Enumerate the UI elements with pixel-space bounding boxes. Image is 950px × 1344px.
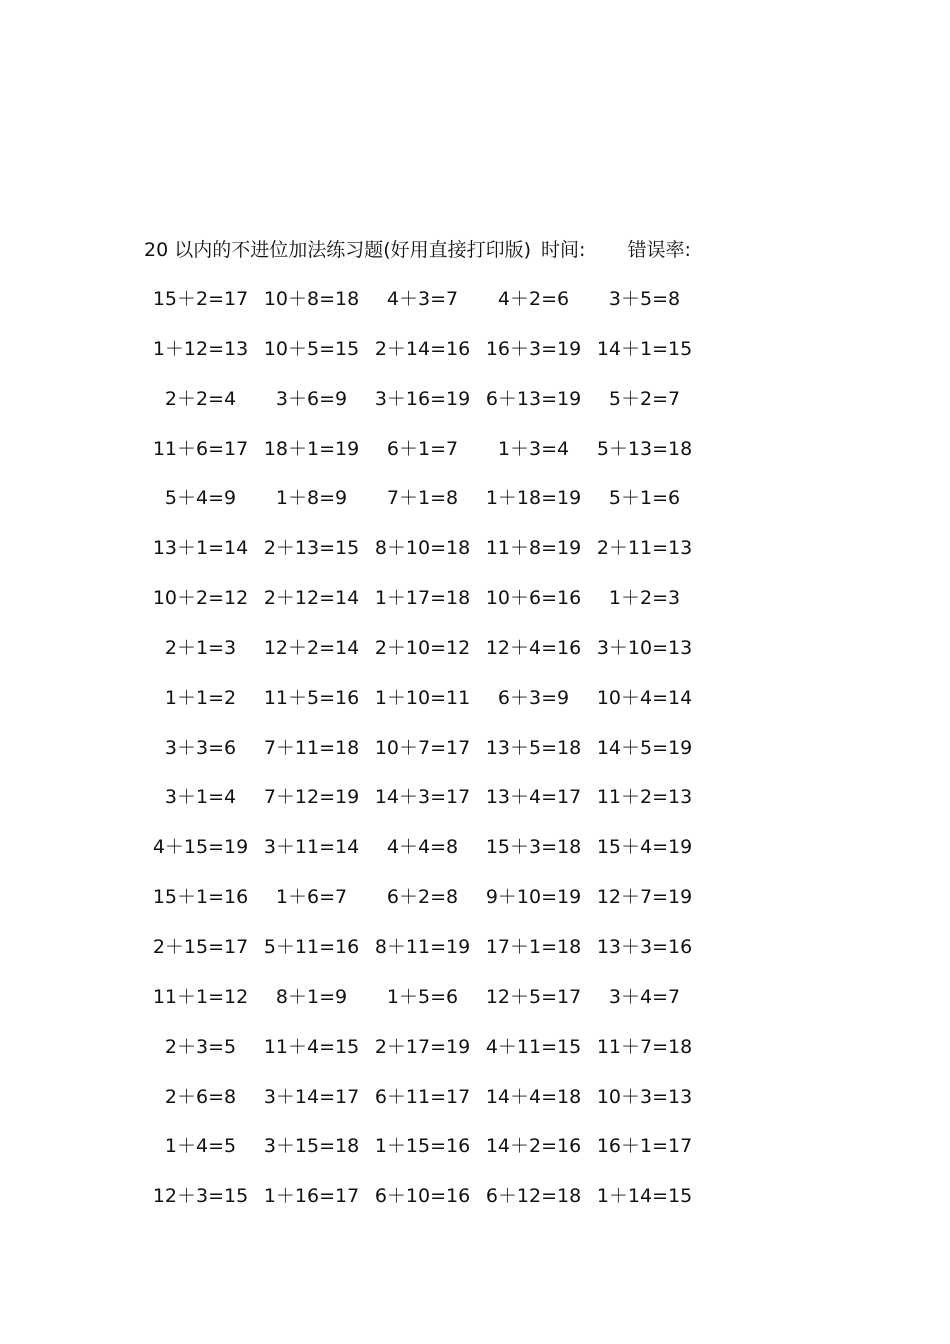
problem-item: 6＋1=7 xyxy=(386,437,459,460)
problem-item: 13＋3=16 xyxy=(596,935,693,958)
problem-item: 14＋2=16 xyxy=(485,1135,582,1158)
problem-item: 8＋10=18 xyxy=(374,537,471,560)
problem-item: 12＋3=15 xyxy=(152,1185,249,1208)
problem-row xyxy=(145,933,725,983)
problem-item: 11＋8=19 xyxy=(485,537,582,560)
worksheet-header xyxy=(144,236,691,264)
problem-item: 11＋7=18 xyxy=(596,1035,693,1058)
problem-item: 17＋1=18 xyxy=(485,935,582,958)
problem-item: 1＋15=16 xyxy=(374,1135,471,1158)
problem-row xyxy=(145,734,725,784)
problem-item: 5＋4=9 xyxy=(164,487,237,510)
problem-item: 1＋18=19 xyxy=(485,487,582,510)
problem-row xyxy=(145,684,725,734)
problem-item: 18＋1=19 xyxy=(263,437,360,460)
problem-item: 13＋5=18 xyxy=(485,736,582,759)
problem-item: 3＋1=4 xyxy=(164,786,237,809)
problem-item: 1＋10=11 xyxy=(374,686,471,709)
problem-item: 11＋6=17 xyxy=(152,437,249,460)
problem-item: 6＋13=19 xyxy=(485,387,582,410)
problem-item: 10＋2=12 xyxy=(152,587,249,610)
problem-item: 15＋1=16 xyxy=(152,886,249,909)
problem-item: 2＋1=3 xyxy=(164,636,237,659)
problem-item: 1＋17=18 xyxy=(374,587,471,610)
problem-item: 15＋2=17 xyxy=(152,288,249,310)
problem-item: 6＋12=18 xyxy=(485,1185,582,1208)
problem-row xyxy=(145,435,725,485)
problem-item: 2＋17=19 xyxy=(374,1035,471,1058)
problem-row xyxy=(145,983,725,1033)
problem-item: 3＋6=9 xyxy=(275,387,348,410)
problem-item: 1＋5=6 xyxy=(386,985,459,1008)
problem-item: 6＋3=9 xyxy=(497,686,570,709)
problem-grid xyxy=(145,285,725,1232)
problem-row xyxy=(145,1033,725,1083)
problem-item: 10＋5=15 xyxy=(263,337,360,360)
problem-row xyxy=(145,1132,725,1182)
problem-item: 12＋5=17 xyxy=(485,985,582,1008)
problem-row xyxy=(145,783,725,833)
problem-row xyxy=(145,335,725,385)
error-rate-label: 错误率: xyxy=(627,239,691,261)
problem-item: 14＋1=15 xyxy=(596,337,693,360)
problem-item: 6＋11=17 xyxy=(374,1085,471,1108)
problem-item: 2＋14=16 xyxy=(374,337,471,360)
problem-item: 4＋4=8 xyxy=(386,836,459,859)
problem-item: 1＋2=3 xyxy=(608,587,681,610)
problem-item: 10＋8=18 xyxy=(263,288,360,310)
problem-item: 11＋4=15 xyxy=(263,1035,360,1058)
problem-item: 3＋14=17 xyxy=(263,1085,360,1108)
problem-row xyxy=(145,534,725,584)
problem-item: 5＋1=6 xyxy=(608,487,681,510)
problem-row xyxy=(145,634,725,684)
problem-row xyxy=(145,833,725,883)
problem-item: 10＋4=14 xyxy=(596,686,693,709)
problem-item: 5＋11=16 xyxy=(263,935,360,958)
problem-item: 3＋10=13 xyxy=(596,636,693,659)
problem-item: 1＋16=17 xyxy=(263,1185,360,1208)
problem-item: 3＋16=19 xyxy=(374,387,471,410)
problem-item: 3＋15=18 xyxy=(263,1135,360,1158)
problem-item: 15＋3=18 xyxy=(485,836,582,859)
problem-item: 1＋12=13 xyxy=(152,337,249,360)
problem-item: 5＋2=7 xyxy=(608,387,681,410)
problem-item: 4＋3=7 xyxy=(386,288,459,310)
problem-item: 11＋1=12 xyxy=(152,985,249,1008)
problem-item: 2＋13=15 xyxy=(263,537,360,560)
problem-item: 14＋4=18 xyxy=(485,1085,582,1108)
problem-item: 3＋4=7 xyxy=(608,985,681,1008)
problem-row xyxy=(145,285,725,335)
problem-item: 7＋12=19 xyxy=(263,786,360,809)
problem-item: 6＋2=8 xyxy=(386,886,459,909)
problem-row xyxy=(145,385,725,435)
problem-item: 2＋11=13 xyxy=(596,537,693,560)
problem-item: 12＋7=19 xyxy=(596,886,693,909)
problem-item: 6＋10=16 xyxy=(374,1185,471,1208)
problem-row xyxy=(145,1182,725,1232)
problem-item: 3＋3=6 xyxy=(164,736,237,759)
problem-row xyxy=(145,484,725,534)
problem-row xyxy=(145,1083,725,1133)
problem-item: 2＋6=8 xyxy=(164,1085,237,1108)
problem-row xyxy=(145,584,725,634)
problem-item: 4＋2=6 xyxy=(497,288,570,310)
problem-item: 2＋2=4 xyxy=(164,387,237,410)
problem-item: 4＋15=19 xyxy=(152,836,249,859)
problem-item: 5＋13=18 xyxy=(596,437,693,460)
problem-item: 11＋2=13 xyxy=(596,786,693,809)
problem-row xyxy=(145,883,725,933)
problem-item: 12＋2=14 xyxy=(263,636,360,659)
problem-item: 2＋10=12 xyxy=(374,636,471,659)
problem-item: 1＋4=5 xyxy=(164,1135,237,1158)
problem-item: 2＋15=17 xyxy=(152,935,249,958)
problem-item: 8＋11=19 xyxy=(374,935,471,958)
problem-item: 2＋12=14 xyxy=(263,587,360,610)
problem-item: 1＋6=7 xyxy=(275,886,348,909)
problem-item: 12＋4=16 xyxy=(485,636,582,659)
problem-item: 11＋5=16 xyxy=(263,686,360,709)
problem-item: 14＋5=19 xyxy=(596,736,693,759)
problem-item: 1＋8=9 xyxy=(275,487,348,510)
problem-item: 2＋3=5 xyxy=(164,1035,237,1058)
time-label: 时间: xyxy=(541,239,586,261)
problem-item: 9＋10=19 xyxy=(485,886,582,909)
problem-item: 16＋3=19 xyxy=(485,337,582,360)
problem-item: 10＋3=13 xyxy=(596,1085,693,1108)
problem-item: 14＋3=17 xyxy=(374,786,471,809)
problem-item: 8＋1=9 xyxy=(275,985,348,1008)
problem-item: 4＋11=15 xyxy=(485,1035,582,1058)
problem-item: 3＋11=14 xyxy=(263,836,360,859)
problem-item: 13＋1=14 xyxy=(152,537,249,560)
problem-item: 10＋7=17 xyxy=(374,736,471,759)
problem-item: 15＋4=19 xyxy=(596,836,693,859)
problem-item: 1＋1=2 xyxy=(164,686,237,709)
problem-item: 16＋1=17 xyxy=(596,1135,693,1158)
problem-item: 10＋6=16 xyxy=(485,587,582,610)
problem-item: 1＋14=15 xyxy=(596,1185,693,1208)
problem-item: 7＋1=8 xyxy=(386,487,459,510)
problem-item: 7＋11=18 xyxy=(263,736,360,759)
problem-item: 3＋5=8 xyxy=(608,288,681,310)
problem-item: 1＋3=4 xyxy=(497,437,570,460)
worksheet-title: 20 以内的不进位加法练习题(好用直接打印版) xyxy=(144,239,532,261)
problem-item: 13＋4=17 xyxy=(485,786,582,809)
